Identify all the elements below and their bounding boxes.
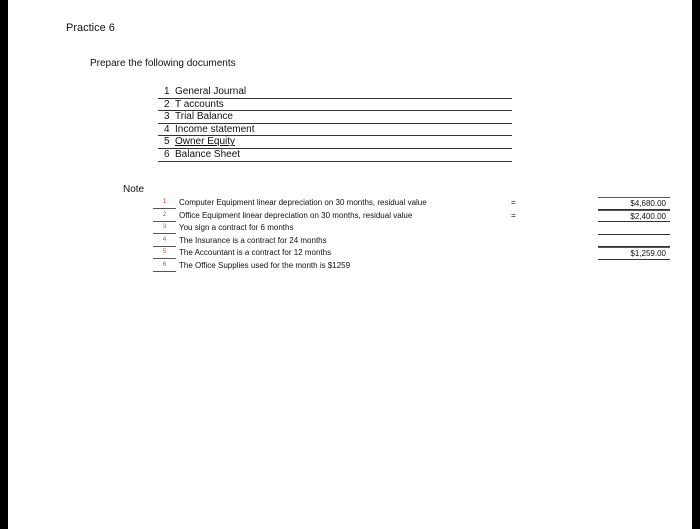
note-label: Note [123, 184, 145, 195]
note-item [153, 222, 523, 235]
document-row [158, 111, 512, 124]
note-text: The Insurance is a contract for 24 months [179, 235, 327, 245]
value-cell: $2,400.00 [598, 210, 670, 223]
worksheet-page [8, 0, 692, 529]
document-label: Balance Sheet [175, 148, 241, 160]
note-number: 4 [153, 235, 176, 247]
note-text: You sign a contract for 6 months [179, 223, 294, 232]
note-item [153, 247, 523, 260]
note-number: 6 [153, 260, 176, 272]
document-row [158, 124, 512, 137]
notes-list [153, 197, 523, 272]
note-item [153, 210, 523, 223]
document-number: 6 [164, 148, 170, 160]
document-row [158, 99, 512, 112]
document-label: T accounts [175, 98, 224, 110]
document-number: 3 [164, 111, 170, 123]
note-number: 5 [153, 247, 176, 259]
note-text: Office Equipment linear depreciation on 30 months, residual value [179, 210, 413, 220]
document-row [158, 86, 512, 99]
note-number: 2 [153, 210, 176, 222]
values-column [598, 197, 670, 260]
page-title: Practice 6 [66, 22, 115, 34]
document-number: 4 [164, 123, 170, 135]
document-number: 5 [164, 136, 170, 148]
note-text: Computer Equipment linear depreciation on 30 months, residual value [179, 198, 427, 207]
note-item [153, 260, 523, 273]
equals-sign: = [511, 210, 516, 220]
note-text: The Accountant is a contract for 12 months [179, 248, 332, 257]
value-cell [598, 222, 670, 235]
page-subtitle: Prepare the following documents [90, 58, 236, 69]
documents-list [158, 86, 512, 162]
value-cell: $1,259.00 [598, 247, 670, 260]
document-row [158, 149, 512, 162]
document-number: 1 [164, 86, 170, 97]
document-number: 2 [164, 98, 170, 110]
document-label: Income statement [175, 123, 255, 135]
note-item [153, 235, 523, 248]
document-label: General Journal [175, 86, 247, 97]
value-cell [598, 235, 670, 248]
value-cell: $4,680.00 [598, 197, 670, 210]
note-item [153, 197, 523, 210]
document-label: Owner Equity [175, 136, 236, 148]
note-text: The Office Supplies used for the month is $1259 [179, 260, 351, 270]
note-number: 1 [153, 197, 176, 209]
equals-sign: = [511, 198, 516, 207]
document-label: Trial Balance [175, 111, 233, 123]
document-row [158, 136, 512, 149]
note-number: 3 [153, 222, 176, 234]
